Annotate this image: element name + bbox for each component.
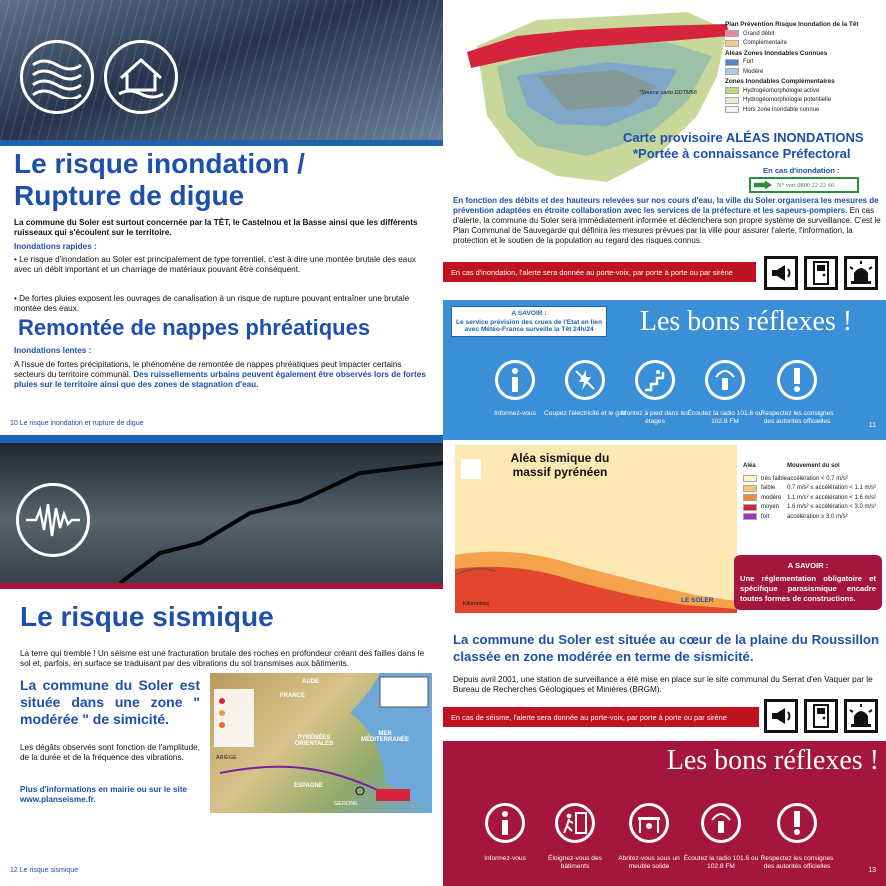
map-label-ariege: ARIÈGE — [216, 755, 237, 761]
swatch — [725, 59, 739, 66]
flood-contact-label: En cas d'inondation : — [763, 166, 840, 175]
legend-row: modéré 1.1 m/s² ≤ accélération < 1.6 m/s² — [743, 494, 883, 501]
caption-shelter: Abritez-vous sous un meuble solide — [618, 855, 680, 871]
zone-text: La commune du Soler est située dans une zone " modérée " de simicité. — [20, 677, 200, 727]
exclamation-icon — [777, 803, 817, 843]
radio-icon — [701, 803, 741, 843]
swatch — [725, 68, 739, 75]
map-legend — [725, 18, 883, 116]
flooded-house-icon — [104, 40, 178, 114]
blue-divider — [0, 140, 443, 146]
legend-row: moyen 1.6 m/s² ≤ accélération < 3.0 m/s² — [743, 504, 883, 511]
prevention-text: En fonction des débits et des hauteurs relevées sur nos cours d'eau, la ville du Soler organisera les mesures de prévention adaptées en étroite collaboration avec les services de la préfecture et les sapeurs-pompiers. En cas d'alerte, la commune du Soler sera immédiatement informée et déclenchera son propre système de surveillance. C'est le Plan Communal de Sauvegarde qui définira les mesures prévues par la ville pour assurer l'alerte, l'information, la protection et le soutien de la population au regard des risques connus. — [453, 196, 881, 245]
info-link[interactable]: Plus d'informations en mairie ou sur le site www.planseisme.fr. — [20, 785, 188, 805]
swatch — [725, 30, 739, 37]
slow-text: A l'issue de fortes précipitations, le phénomène de remontée de nappes phréatiques peut impacter certains secteurs du territoire communal. Des ruissellements urbains peuvent également être observés lors de fortes pluies sur le territoire ainsi que des zones de stagnation d'eau. — [14, 360, 426, 390]
swatch — [725, 40, 739, 47]
brgm-text: Depuis avril 2001, une station de surveillance a été mise en place sur le site communal du Serrat d'en Vaquer par le Bureau de Recherches Géologiques et Minières (BRGM). — [453, 675, 873, 695]
page-number: 13 — [868, 867, 876, 874]
footer-bar — [0, 435, 443, 443]
know-title: A SAVOIR : — [511, 310, 547, 317]
caption-follow: Respectez les consignes des autorités officielles — [760, 855, 834, 871]
swatch — [725, 97, 739, 104]
flood-alert-bar: En cas d'inondation, l'alerte sera donnée au porte-voix, par porte à porte ou par sirène — [443, 262, 756, 282]
legend-item: Fort — [725, 59, 883, 66]
radio-icon — [705, 360, 745, 400]
map-label-spain: ESPAGNE — [294, 783, 323, 789]
scale-label: Kilometres — [463, 601, 489, 607]
siren-icon — [844, 699, 878, 733]
reflexes-title: Les bons réflexes ! — [639, 306, 853, 337]
legend-row: faible 0.7 m/s² ≤ accélération < 1.1 m/s² — [743, 485, 883, 492]
caption-follow: Respectez les consignes des autorités officielles — [760, 410, 834, 426]
page-11 — [443, 0, 886, 443]
arrow-icon — [754, 181, 772, 190]
legend-item: Hors zone inondable connue — [725, 106, 883, 113]
caption-inform: Informez-vous — [494, 410, 536, 417]
green-number-text: N° vert 0800 22 22 66 — [777, 181, 835, 189]
map-caption-2: *Portée à connaissance Préfectoral — [633, 146, 851, 161]
map-caption — [623, 130, 864, 162]
le-soler-label: LE SOLER — [681, 597, 714, 604]
siren-icon — [844, 256, 878, 290]
page-10 — [0, 0, 443, 443]
map-title: Aléa sismique du massif pyrénéen — [510, 451, 610, 479]
legend-item: Hydrogéomorphologie potentielle — [725, 97, 883, 104]
know-title: A SAVOIR : — [787, 561, 829, 570]
reflexes-title: Les bons réflexes ! — [666, 745, 879, 776]
map-label-aude: AUDE — [302, 679, 320, 685]
map-source: *Source carto DDTM66 — [639, 90, 697, 96]
know-box — [451, 306, 607, 337]
map-label-pyrenees: PYRÉNÉES ORIENTALES — [294, 735, 334, 747]
info-icon — [485, 803, 525, 843]
rapid-heading: Inondations rapides : — [14, 242, 97, 251]
seismograph-icon — [16, 483, 90, 557]
legend-item: Complémentaire — [725, 40, 883, 47]
seismic-legend — [743, 463, 883, 523]
know-text: Le service prévision des crues de l'Etat en lien avec Météo-France surveille la Têt 24h/24 — [456, 319, 602, 333]
swatch — [725, 87, 739, 94]
map-label-sea: MER MÉDITERRANÉE — [360, 731, 409, 743]
caption-radio: Écoutez la radio 101.6 ou 102.8 FM — [687, 410, 763, 426]
title-line-1: Le risque inondation / — [14, 148, 305, 179]
caption-climb: Montez à pied dans les étages — [621, 410, 689, 426]
legend-title-2: Aléas Zones Inondables Connues — [725, 49, 828, 57]
intro-text: La commune du Soler est surtout concernée par la TÊT, le Castelnou et la Basse ainsi que les différents ruisseaux qui s'écoulent sur le territoire. — [14, 218, 418, 238]
shelter-table-icon — [629, 803, 669, 843]
legend-title-1: Plan Prévention Risque Inondation de la Têt — [725, 21, 859, 28]
legend-header: Aléa Mouvement du sol — [743, 463, 840, 469]
swatch — [725, 106, 739, 113]
caption-inform: Informez-vous — [484, 855, 526, 862]
title-line-2: Rupture de digue — [14, 180, 245, 211]
map-label-france: FRANCE — [280, 693, 305, 699]
know-box — [734, 555, 882, 610]
green-number[interactable] — [749, 177, 859, 193]
legend-item: Grand débit — [725, 30, 883, 37]
legend-row: fort accélération ≥ 3.0 m/s² — [743, 513, 883, 520]
legend-item: Hydrogéomorphologie active — [725, 87, 883, 94]
pyrenees-seismic-map — [455, 445, 737, 613]
page-13 — [443, 443, 886, 886]
damage-text: Les dégâts observés sont fonction de l'amplitude, de la durée et de la fréquence des vibrations. — [20, 743, 200, 763]
megaphone-icon — [764, 699, 798, 733]
caption-cut-power: Coupez l'électricité et le gaz — [544, 410, 626, 417]
caption-radio: Écoutez la radio 101.6 ou 102.8 FM — [683, 855, 759, 871]
map-label-gerone: GERONE — [334, 801, 358, 807]
door-icon — [804, 256, 838, 290]
info-icon — [495, 360, 535, 400]
waves-icon — [20, 40, 94, 114]
slow-heading: Inondations lentes : — [14, 346, 92, 355]
main-statement: La commune du Soler est située au cœur de la plaine du Roussillon classée en zone modérée en terme de sismicité. — [453, 632, 879, 664]
quake-alert-bar: En cas de séisme, l'alerte sera donnée au porte-voix, par porte à porte ou par sirène — [443, 707, 759, 727]
run-from-building-icon — [555, 803, 595, 843]
map-caption-1: Carte provisoire ALÉAS INONDATIONS — [623, 130, 864, 145]
no-electricity-icon — [565, 360, 605, 400]
page-title — [14, 148, 434, 212]
caption-move-away: Éloignez-vous des bâtiments — [548, 855, 602, 871]
page-footer: 12 Le risque sismique — [10, 867, 79, 874]
legend-item: Modéré — [725, 68, 883, 75]
page-number: 11 — [868, 422, 876, 429]
legend-title-3: Zones Inondables Complémentaires — [725, 78, 835, 85]
section-heading: Remontée de nappes phréatiques — [18, 315, 371, 340]
door-icon — [804, 699, 838, 733]
red-divider — [0, 583, 443, 589]
exclamation-icon — [777, 360, 817, 400]
page-footer: 10 Le risque inondation et rupture de digue — [10, 420, 144, 427]
seismic-region-map — [210, 673, 432, 813]
page-12 — [0, 443, 443, 886]
know-text: Une réglementation obligatoire et spécifique parasismique encadre toutes formes de constructions. — [740, 574, 876, 603]
page-title: Le risque sismique — [20, 601, 274, 632]
rapid-item-2: • De fortes pluies exposent les ouvrages de canalisation à un risque de rupture pouvant entraîner une brutale montée des eaux. — [14, 294, 410, 314]
intro-text: La terre qui tremble ! Un séisme est une fracturation brutale des roches en profondeur créant des failles dans le sol et, parfois, en surface se traduisant par des vibrations du sol transmises aux bâtiments. — [20, 649, 425, 669]
rapid-item-1: • Le risque d'inondation au Soler est principalement de type torrentiel, c'est à dire une montée brutale des eaux avec un débit important et un charriage de matériaux pouvant être conséquent. — [14, 255, 416, 275]
legend-row: très faible accélération < 0.7 m/s² — [743, 475, 883, 482]
stairs-icon — [635, 360, 675, 400]
megaphone-icon — [764, 256, 798, 290]
